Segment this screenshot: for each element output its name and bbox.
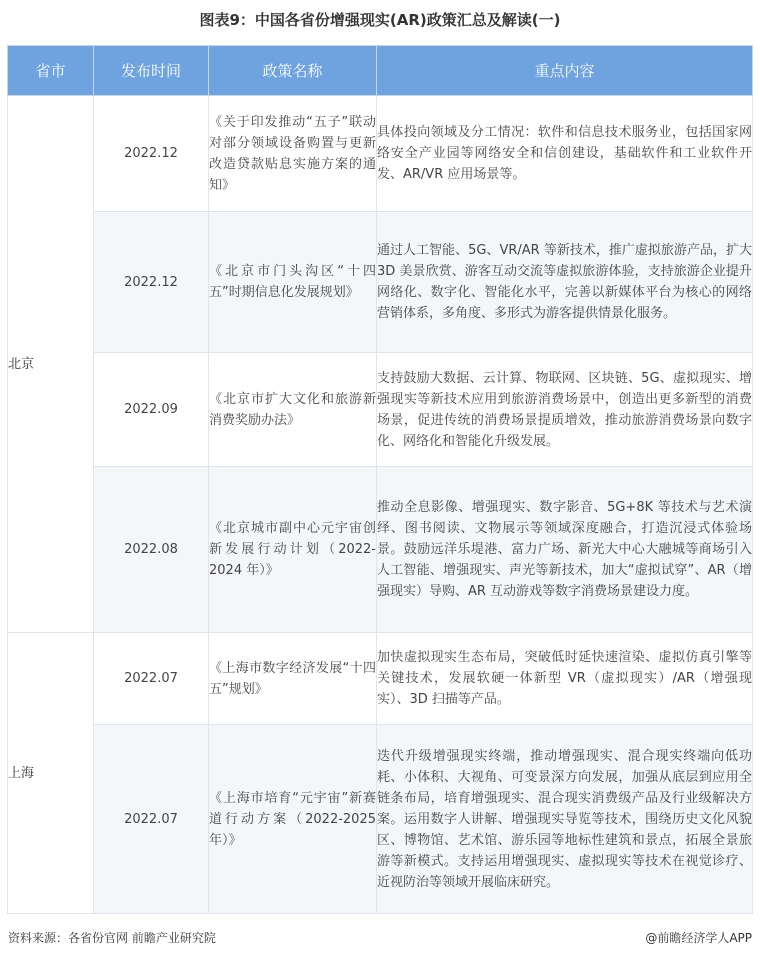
table-header-row	[8, 46, 753, 96]
policy-name-cell: 《北京市扩大文化和旅游新消费奖励办法》	[209, 353, 377, 467]
policy-name-cell: 《关于印发推动“五子”联动对部分领域设备购置与更新改造贷款贴息实施方案的通知》	[209, 96, 377, 212]
content-cell: 加快虚拟现实生态布局，突破低时延快速渲染、虚拟仿真引擎等关键技术，发展软硬一体新型 VR（虚拟现实）/AR（增强现实）、3D 扫描等产品。	[377, 633, 753, 725]
date-cell: 2022.12	[94, 212, 209, 353]
date-cell: 2022.09	[94, 353, 209, 467]
content-cell: 迭代升级增强现实终端，推动增强现实、混合现实终端向低功耗、小体积、大视角、可变景深方向发展，加强从底层到应用全链条布局，培育增强现实、混合现实消费级产品及行业级解决方案。运用数字人讲解、增强现实导览等技术，围绕历史文化风貌区、博物馆、艺术馆、游乐园等地标性建筑和景点，拓展全景旅游等新模式。支持运用增强现实、虚拟现实等技术在视觉诊疗、近视防治等领域开展临床研究。	[377, 725, 753, 914]
date-cell: 2022.07	[94, 725, 209, 914]
date-cell: 2022.08	[94, 467, 209, 633]
policy-name-cell: 《上海市数字经济发展“十四五”规划》	[209, 633, 377, 725]
table-row	[8, 96, 753, 212]
policy-name-cell: 《北京城市副中心元宇宙创新发展行动计划（2022-2024 年）》	[209, 467, 377, 633]
province-cell-beijing: 北京	[8, 96, 94, 633]
table-row	[8, 212, 753, 353]
province-cell-shanghai: 上海	[8, 633, 94, 914]
header-province: 省市	[8, 46, 94, 96]
content-cell: 推动全息影像、增强现实、数字影音、5G+8K 等技术与艺术演绎、图书阅读、文物展示等领域深度融合，打造沉浸式体验场景。鼓励远洋乐堤港、富力广场、新光大中心大融城等商场引入人工智能、增强现实、声光等新技术，加大“虚拟试穿”、AR（增强现实）导购、AR 互动游戏等数字消费场景建设力度。	[377, 467, 753, 633]
content-cell: 通过人工智能、5G、VR/AR 等新技术，推广虚拟旅游产品，扩大 3D 美景欣赏、游客互动交流等虚拟旅游体验，支持旅游企业提升网络化、数字化、智能化水平，完善以新媒体平台为核心的网络营销体系，多角度、多形式为游客提供情景化服务。	[377, 212, 753, 353]
credit-note: @前瞻经济学人APP	[645, 931, 752, 945]
chart-title: 图表9：中国各省份增强现实(AR)政策汇总及解读(一)	[199, 11, 561, 29]
policy-name-cell: 《上海市培育“元宇宙”新赛道行动方案（2022-2025 年）》	[209, 725, 377, 914]
header-key-content: 重点内容	[377, 46, 753, 96]
header-date: 发布时间	[94, 46, 209, 96]
policy-table	[7, 45, 753, 914]
date-cell: 2022.12	[94, 96, 209, 212]
policy-name-cell: 《北京市门头沟区“十四五”时期信息化发展规划》	[209, 212, 377, 353]
source-note: 资料来源：各省份官网 前瞻产业研究院	[8, 931, 216, 945]
table-row	[8, 725, 753, 914]
table-row	[8, 353, 753, 467]
header-policy-name: 政策名称	[209, 46, 377, 96]
table-row	[8, 633, 753, 725]
content-cell: 具体投向领域及分工情况：软件和信息技术服务业，包括国家网络安全产业园等网络安全和信创建设，基础软件和工业软件开发、AR/VR 应用场景等。	[377, 96, 753, 212]
date-cell: 2022.07	[94, 633, 209, 725]
table-row	[8, 467, 753, 633]
content-cell: 支持鼓励大数据、云计算、物联网、区块链、5G、虚拟现实、增强现实等新技术应用到旅游消费场景中，创造出更多新型的消费场景，促进传统的消费场景提质增效，推动旅游消费场景向数字化、网络化和智能化升级发展。	[377, 353, 753, 467]
